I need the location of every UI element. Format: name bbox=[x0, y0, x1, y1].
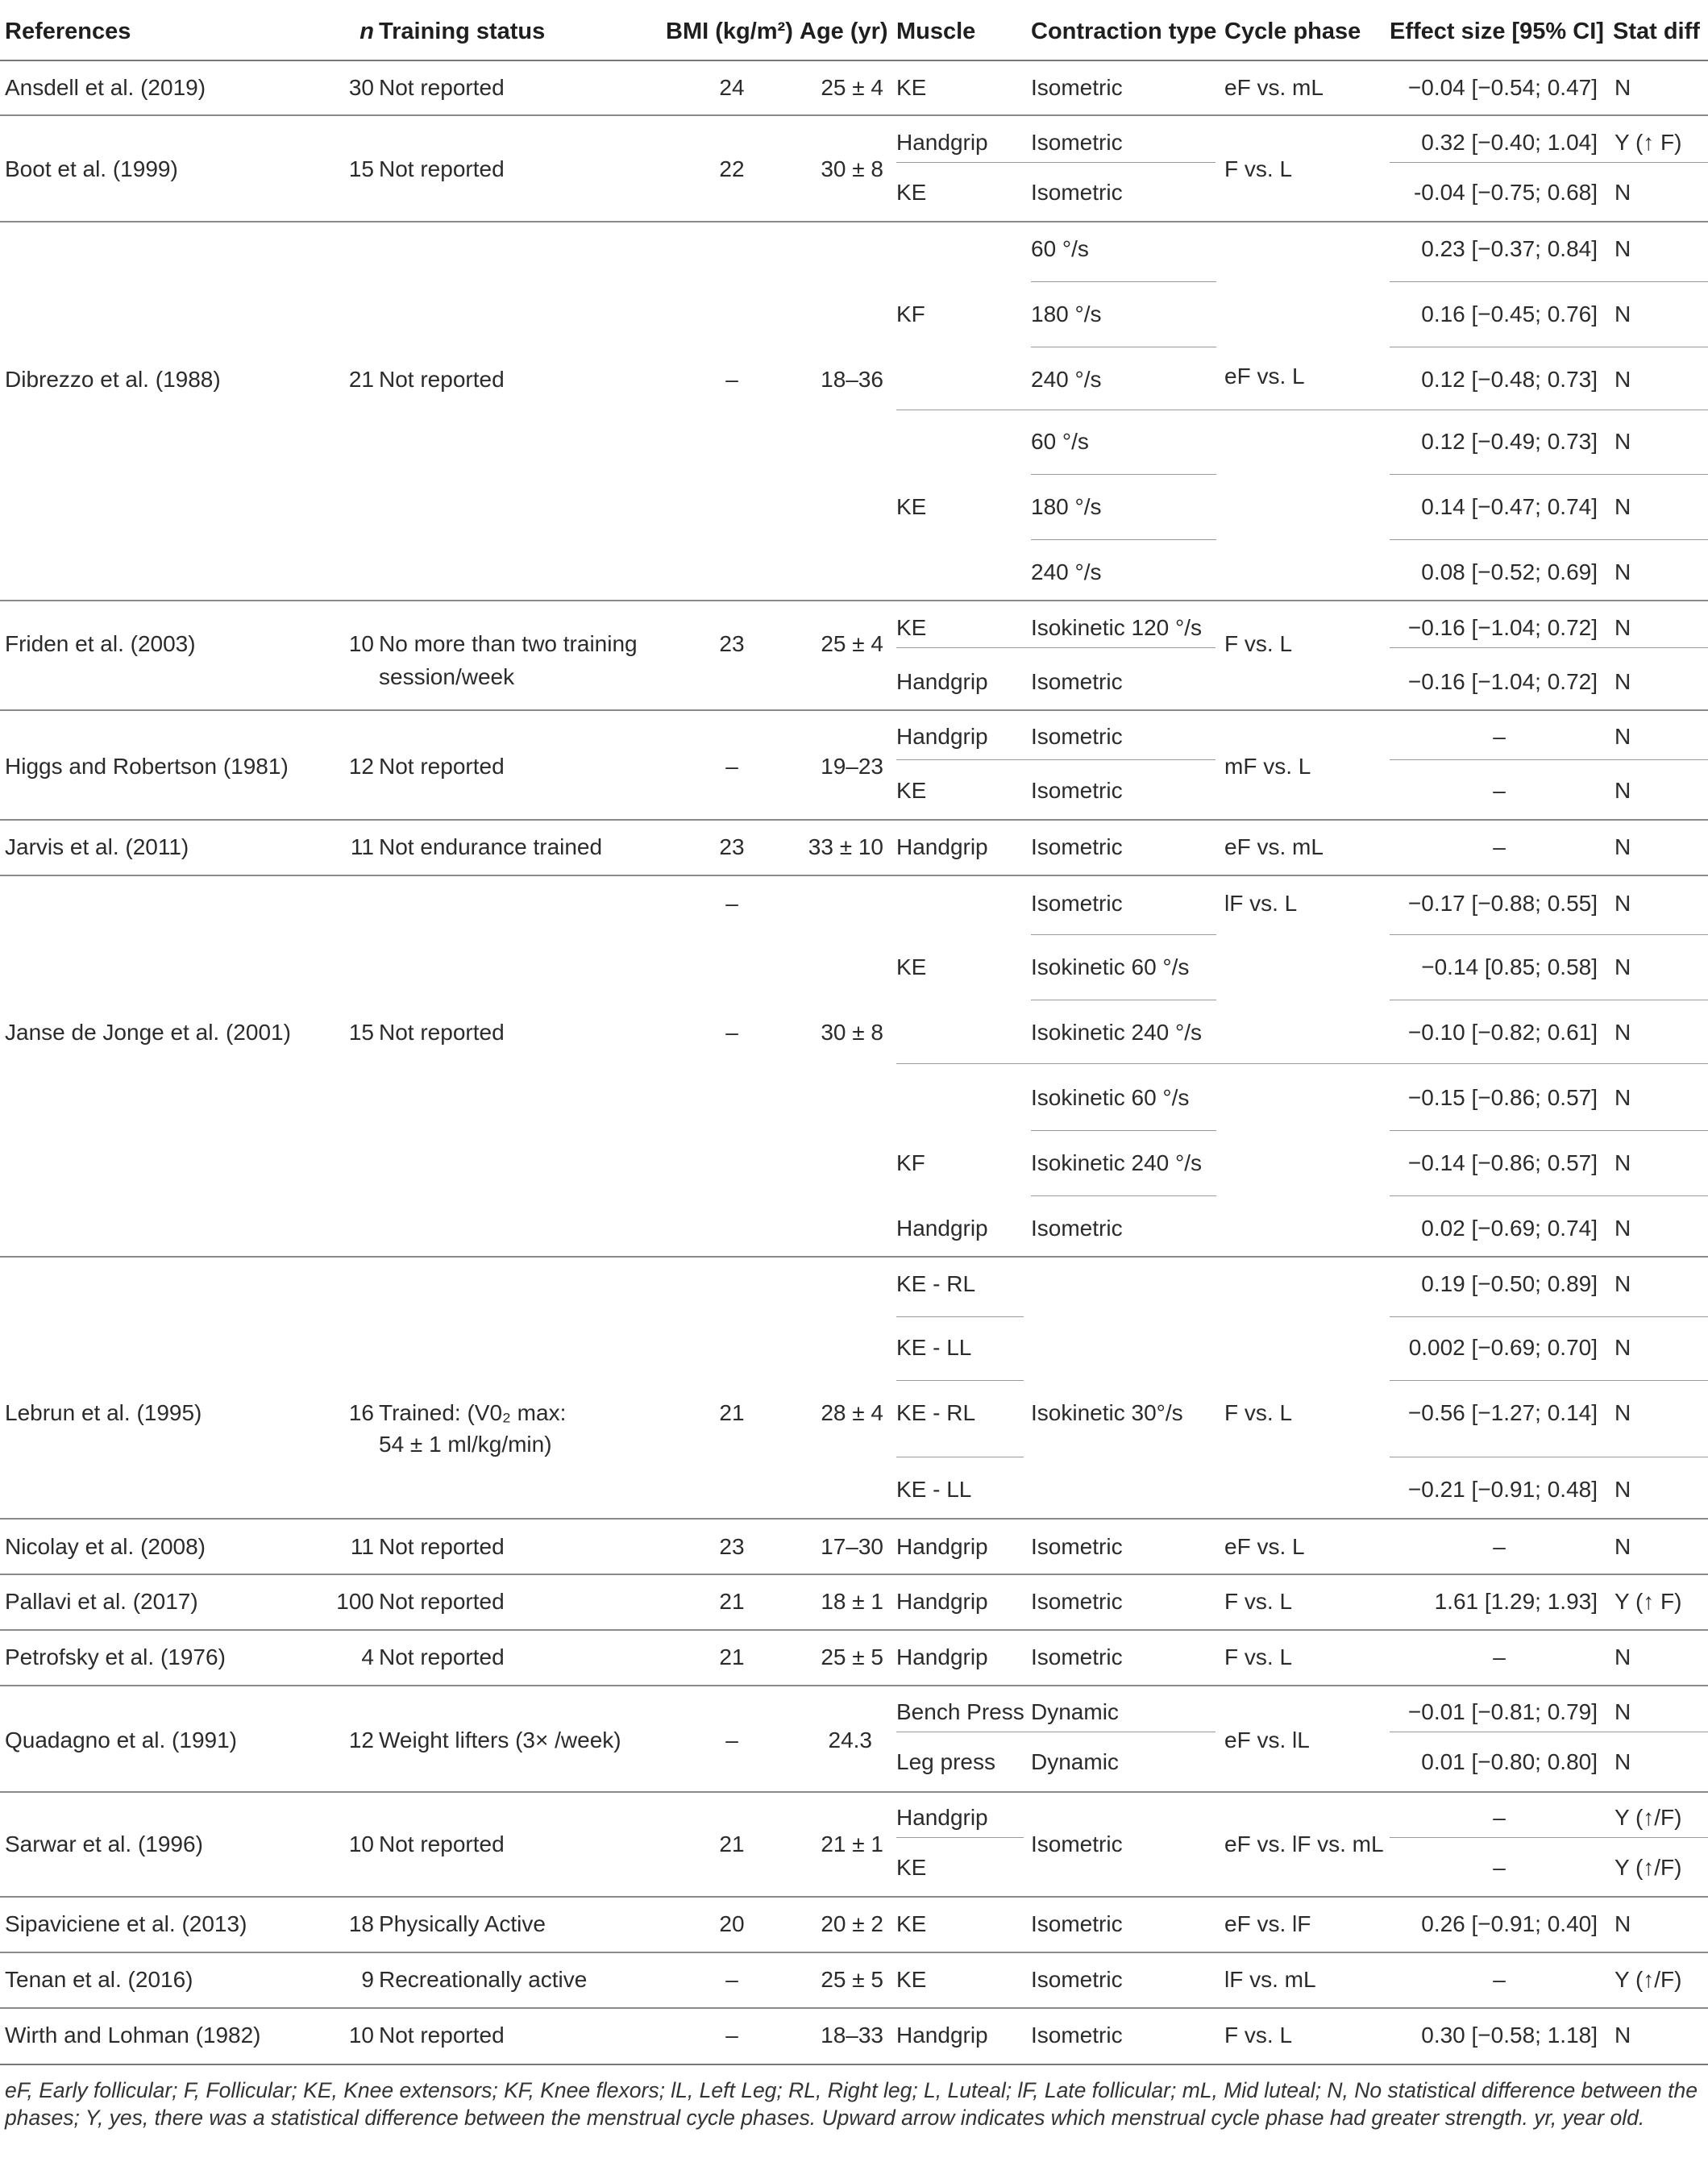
bmi-cell: 23 bbox=[719, 834, 745, 859]
phase-cell: F vs. L bbox=[1224, 156, 1293, 181]
header-training-status: Training status bbox=[379, 19, 546, 44]
contraction-cell: Isokinetic 60 °/s bbox=[1031, 1085, 1190, 1110]
muscle-cell: Handgrip bbox=[896, 834, 988, 859]
row-divider bbox=[0, 114, 1708, 116]
header-age: Age (yr) bbox=[800, 19, 888, 44]
age-cell: 18 ± 1 bbox=[821, 1589, 883, 1614]
age-cell: 18–33 bbox=[821, 2023, 883, 2048]
phase-cell: eF vs. L bbox=[1224, 1534, 1305, 1559]
training-cell: Not reported bbox=[379, 1534, 505, 1559]
sub-divider bbox=[1390, 281, 1708, 282]
muscle-cell: Handgrip bbox=[896, 2023, 988, 2048]
effect-cell: – bbox=[1493, 1967, 1506, 1992]
ref-cell: Pallavi et al. (2017) bbox=[5, 1589, 198, 1614]
age-cell: 25 ± 4 bbox=[821, 631, 883, 656]
table-bottom-rule bbox=[0, 2064, 1708, 2065]
row-divider bbox=[0, 1952, 1708, 1953]
sub-divider bbox=[896, 162, 1216, 163]
header-muscle: Muscle bbox=[896, 19, 976, 44]
effect-cell: – bbox=[1493, 778, 1506, 803]
age-cell: 19–23 bbox=[821, 754, 883, 779]
effect-cell: 0.02 [−0.69; 0.74] bbox=[1421, 1216, 1598, 1241]
row-divider bbox=[0, 2007, 1708, 2009]
training-cell: Not reported bbox=[379, 156, 505, 181]
training-cell: Not reported bbox=[379, 2023, 505, 2048]
sub-divider bbox=[896, 1837, 1024, 1838]
muscle-cell: Handgrip bbox=[896, 1534, 988, 1559]
bmi-cell: 21 bbox=[719, 1644, 745, 1669]
ref-cell: Quadagno et al. (1991) bbox=[5, 1728, 237, 1752]
contraction-cell: Isometric bbox=[1031, 669, 1123, 694]
sub-divider bbox=[896, 647, 1216, 648]
contraction-cell: Isometric bbox=[1031, 1967, 1123, 1992]
stat-cell: N bbox=[1614, 301, 1631, 326]
effect-cell: – bbox=[1493, 724, 1506, 749]
effect-cell: −0.04 [−0.54; 0.47] bbox=[1407, 75, 1598, 100]
sub-divider bbox=[896, 1316, 1024, 1317]
ref-cell: Nicolay et al. (2008) bbox=[5, 1534, 206, 1559]
effect-cell: 0.23 [−0.37; 0.84] bbox=[1421, 236, 1598, 261]
effect-cell: −0.17 [−0.88; 0.55] bbox=[1407, 891, 1598, 916]
stat-cell: N bbox=[1614, 236, 1631, 261]
effect-cell: 0.16 [−0.45; 0.76] bbox=[1421, 301, 1598, 326]
bmi-cell: – bbox=[725, 754, 738, 779]
stat-cell: Y (↑ F) bbox=[1614, 130, 1682, 155]
contraction-cell: Isometric bbox=[1031, 180, 1123, 205]
training-cell: session/week bbox=[379, 664, 515, 689]
muscle-cell: Handgrip bbox=[896, 724, 988, 749]
sub-divider bbox=[1031, 539, 1216, 540]
contraction-cell: Isometric bbox=[1031, 1216, 1123, 1241]
stat-cell: N bbox=[1614, 954, 1631, 979]
contraction-cell: 180 °/s bbox=[1031, 301, 1102, 326]
n-cell: 9 bbox=[361, 1967, 374, 1992]
effect-cell: 0.01 [−0.80; 0.80] bbox=[1421, 1749, 1598, 1774]
contraction-cell: Isokinetic 240 °/s bbox=[1031, 1020, 1202, 1045]
stat-cell: N bbox=[1614, 429, 1631, 454]
training-cell: Not reported bbox=[379, 754, 505, 779]
stat-cell: N bbox=[1614, 367, 1631, 392]
row-divider bbox=[0, 709, 1708, 711]
stat-cell: Y (↑/F) bbox=[1614, 1967, 1682, 1992]
contraction-cell: Isometric bbox=[1031, 1911, 1123, 1936]
contraction-cell: 60 °/s bbox=[1031, 429, 1089, 454]
stat-cell: N bbox=[1614, 1534, 1631, 1559]
age-cell: 21 ± 1 bbox=[821, 1831, 883, 1856]
bmi-cell: 23 bbox=[719, 1534, 745, 1559]
stat-cell: N bbox=[1614, 1477, 1631, 1502]
header-cycle-phase: Cycle phase bbox=[1224, 19, 1361, 44]
contraction-cell: Isometric bbox=[1031, 2023, 1123, 2048]
ref-cell: Boot et al. (1999) bbox=[5, 156, 178, 181]
training-cell: Not endurance trained bbox=[379, 834, 603, 859]
muscle-cell: KE bbox=[896, 75, 927, 100]
stat-cell: N bbox=[1614, 1911, 1631, 1936]
row-divider bbox=[0, 600, 1708, 601]
n-cell: 15 bbox=[348, 1020, 374, 1045]
stat-cell: Y (↑ F) bbox=[1614, 1589, 1682, 1614]
muscle-cell: KE bbox=[896, 954, 927, 979]
header-rule bbox=[0, 60, 1708, 61]
n-cell: 4 bbox=[361, 1644, 374, 1669]
age-cell: 17–30 bbox=[821, 1534, 883, 1559]
ref-cell: Sarwar et al. (1996) bbox=[5, 1831, 203, 1856]
phase-cell: eF vs. mL bbox=[1224, 75, 1324, 100]
row-divider bbox=[0, 819, 1708, 821]
stat-cell: N bbox=[1614, 1216, 1631, 1241]
effect-cell: −0.01 [−0.81; 0.79] bbox=[1407, 1699, 1598, 1724]
sub-divider bbox=[1390, 1316, 1708, 1317]
contraction-cell: Dynamic bbox=[1031, 1749, 1119, 1774]
row-divider bbox=[0, 221, 1708, 222]
effect-cell: −0.16 [−1.04; 0.72] bbox=[1407, 615, 1598, 640]
n-cell: 21 bbox=[348, 367, 374, 392]
contraction-cell: Isometric bbox=[1031, 724, 1123, 749]
phase-cell: eF vs. L bbox=[1224, 364, 1305, 389]
contraction-cell: 60 °/s bbox=[1031, 236, 1089, 261]
effect-cell: – bbox=[1493, 1855, 1506, 1880]
contraction-cell: Isometric bbox=[1031, 1589, 1123, 1614]
header-effect-size: Effect size [95% CI] bbox=[1390, 19, 1604, 44]
n-cell: 16 bbox=[348, 1400, 374, 1425]
sub-divider bbox=[1390, 539, 1708, 540]
contraction-cell: Isometric bbox=[1031, 130, 1123, 155]
stat-cell: N bbox=[1614, 1644, 1631, 1669]
contraction-cell: 240 °/s bbox=[1031, 367, 1102, 392]
stat-cell: N bbox=[1614, 1335, 1631, 1360]
muscle-cell: Handgrip bbox=[896, 130, 988, 155]
phase-cell: lF vs. mL bbox=[1224, 1967, 1316, 1992]
muscle-cell: KE bbox=[896, 1967, 927, 1992]
muscle-cell: Handgrip bbox=[896, 669, 988, 694]
bmi-cell: 22 bbox=[719, 156, 745, 181]
contraction-cell: Isokinetic 30°/s bbox=[1031, 1400, 1183, 1425]
sub-divider bbox=[1390, 474, 1708, 475]
n-cell: 10 bbox=[348, 2023, 374, 2048]
muscle-cell: KE - RL bbox=[896, 1271, 976, 1296]
n-cell: 10 bbox=[348, 1831, 374, 1856]
contraction-cell: Isometric bbox=[1031, 834, 1123, 859]
n-cell: 12 bbox=[348, 754, 374, 779]
n-cell: 12 bbox=[348, 1728, 374, 1752]
muscle-cell: KE bbox=[896, 1911, 927, 1936]
effect-cell: −0.21 [−0.91; 0.48] bbox=[1407, 1477, 1598, 1502]
stat-cell: N bbox=[1614, 1085, 1631, 1110]
age-cell: 33 ± 10 bbox=[808, 834, 883, 859]
bmi-cell: – bbox=[725, 367, 738, 392]
effect-cell: −0.15 [−0.86; 0.57] bbox=[1407, 1085, 1598, 1110]
bmi-cell: – bbox=[725, 1728, 738, 1752]
row-divider bbox=[0, 1256, 1708, 1258]
training-cell: Not reported bbox=[379, 1020, 505, 1045]
contraction-cell: Isometric bbox=[1031, 1534, 1123, 1559]
ref-cell: Petrofsky et al. (1976) bbox=[5, 1644, 226, 1669]
sub-divider bbox=[1390, 1837, 1708, 1838]
contraction-cell: Isometric bbox=[1031, 75, 1123, 100]
training-cell: Trained: (V0₂ max: bbox=[379, 1400, 567, 1425]
header-bmi: BMI (kg/m²) bbox=[666, 19, 793, 44]
age-cell: 25 ± 5 bbox=[821, 1644, 883, 1669]
muscle-cell: Handgrip bbox=[896, 1644, 988, 1669]
bmi-cell: 24 bbox=[719, 75, 745, 100]
sub-divider bbox=[1390, 1195, 1708, 1196]
training-cell: Physically Active bbox=[379, 1911, 546, 1936]
sub-divider bbox=[896, 1380, 1024, 1381]
sub-divider bbox=[1031, 474, 1216, 475]
header-n: n bbox=[359, 19, 374, 44]
sub-divider bbox=[1031, 934, 1216, 935]
effect-cell: −0.16 [−1.04; 0.72] bbox=[1407, 669, 1598, 694]
muscle-cell: Handgrip bbox=[896, 1805, 988, 1830]
effect-cell: – bbox=[1493, 1644, 1506, 1669]
effect-cell: −0.14 [−0.86; 0.57] bbox=[1407, 1150, 1598, 1175]
age-cell: 25 ± 4 bbox=[821, 75, 883, 100]
stat-cell: N bbox=[1614, 615, 1631, 640]
stat-cell: N bbox=[1614, 1699, 1631, 1724]
n-cell: 11 bbox=[350, 834, 374, 859]
training-cell: Not reported bbox=[379, 1589, 505, 1614]
effect-cell: 0.12 [−0.48; 0.73] bbox=[1421, 367, 1598, 392]
stat-cell: N bbox=[1614, 891, 1631, 916]
bmi-cell: 21 bbox=[719, 1400, 745, 1425]
stat-cell: Y (↑/F) bbox=[1614, 1805, 1682, 1830]
stat-cell: N bbox=[1614, 1271, 1631, 1296]
row-divider bbox=[0, 875, 1708, 876]
sub-divider bbox=[896, 759, 1216, 760]
row-divider bbox=[0, 1791, 1708, 1793]
ref-cell: Dibrezzo et al. (1988) bbox=[5, 367, 221, 392]
ref-cell: Wirth and Lohman (1982) bbox=[5, 2023, 261, 2048]
ref-cell: Higgs and Robertson (1981) bbox=[5, 754, 289, 779]
stat-cell: N bbox=[1614, 559, 1631, 584]
header-contraction-type: Contraction type bbox=[1031, 19, 1217, 44]
sub-divider bbox=[1390, 162, 1708, 163]
effect-cell: 0.08 [−0.52; 0.69] bbox=[1421, 559, 1598, 584]
muscle-cell: KE bbox=[896, 615, 927, 640]
muscle-cell: KF bbox=[896, 301, 925, 326]
phase-cell: eF vs. lL bbox=[1224, 1728, 1310, 1752]
age-cell: 28 ± 4 bbox=[821, 1400, 883, 1425]
stat-cell: N bbox=[1614, 778, 1631, 803]
muscle-cell: Handgrip bbox=[896, 1589, 988, 1614]
muscle-cell: Bench Press bbox=[896, 1699, 1024, 1724]
phase-cell: F vs. L bbox=[1224, 1589, 1293, 1614]
phase-cell: F vs. L bbox=[1224, 631, 1293, 656]
training-cell: Not reported bbox=[379, 1831, 505, 1856]
training-cell: Not reported bbox=[379, 367, 505, 392]
contraction-cell: Isokinetic 60 °/s bbox=[1031, 954, 1190, 979]
effect-cell: 0.14 [−0.47; 0.74] bbox=[1421, 494, 1598, 519]
row-divider bbox=[0, 1896, 1708, 1898]
row-divider bbox=[0, 1518, 1708, 1520]
ref-cell: Friden et al. (2003) bbox=[5, 631, 196, 656]
stat-cell: N bbox=[1614, 1749, 1631, 1774]
age-cell: 20 ± 2 bbox=[821, 1911, 883, 1936]
phase-cell: eF vs. mL bbox=[1224, 834, 1324, 859]
contraction-cell: Isometric bbox=[1031, 891, 1123, 916]
age-cell: 30 ± 8 bbox=[821, 1020, 883, 1045]
muscle-cell: KF bbox=[896, 1150, 925, 1175]
effect-cell: 0.30 [−0.58; 1.18] bbox=[1421, 2023, 1598, 2048]
phase-cell: mF vs. L bbox=[1224, 754, 1311, 779]
bmi-cell: 20 bbox=[719, 1911, 745, 1936]
muscle-cell: KE bbox=[896, 494, 927, 519]
ref-cell: Sipaviciene et al. (2013) bbox=[5, 1911, 247, 1936]
stat-cell: N bbox=[1614, 75, 1631, 100]
n-cell: 30 bbox=[348, 75, 374, 100]
effect-cell: 1.61 [1.29; 1.93] bbox=[1434, 1589, 1598, 1614]
muscle-cell: Leg press bbox=[896, 1749, 995, 1774]
muscle-cell: KE bbox=[896, 180, 927, 205]
n-cell: 11 bbox=[350, 1534, 374, 1559]
sub-divider bbox=[1031, 1195, 1216, 1196]
training-cell: No more than two training bbox=[379, 631, 638, 656]
age-cell: 30 ± 8 bbox=[821, 156, 883, 181]
row-divider bbox=[0, 1685, 1708, 1686]
phase-cell: eF vs. lF bbox=[1224, 1911, 1311, 1936]
phase-cell: F vs. L bbox=[1224, 2023, 1293, 2048]
bmi-cell: – bbox=[725, 1967, 738, 1992]
ref-cell: Lebrun et al. (1995) bbox=[5, 1400, 202, 1425]
stat-cell: Y (↑/F) bbox=[1614, 1855, 1682, 1880]
training-cell: Not reported bbox=[379, 1644, 505, 1669]
training-cell: Weight lifters (3× /week) bbox=[379, 1728, 621, 1752]
contraction-cell: 180 °/s bbox=[1031, 494, 1102, 519]
effect-cell: 0.26 [−0.91; 0.40] bbox=[1421, 1911, 1598, 1936]
header-stat-diff: Stat diff bbox=[1613, 19, 1700, 44]
n-cell: 15 bbox=[348, 156, 374, 181]
bmi-cell: – bbox=[725, 1020, 738, 1045]
n-cell: 10 bbox=[348, 631, 374, 656]
sub-divider bbox=[1390, 759, 1708, 760]
stat-cell: N bbox=[1614, 1150, 1631, 1175]
bmi-cell: – bbox=[725, 2023, 738, 2048]
stat-cell: N bbox=[1614, 180, 1631, 205]
sub-divider bbox=[896, 1063, 1708, 1064]
bmi-cell: 21 bbox=[719, 1831, 745, 1856]
stat-cell: N bbox=[1614, 669, 1631, 694]
effect-cell: 0.12 [−0.49; 0.73] bbox=[1421, 429, 1598, 454]
muscle-cell: KE - LL bbox=[896, 1477, 972, 1502]
header-references: References bbox=[5, 19, 131, 44]
training-cell: 54 ± 1 ml/kg/min) bbox=[379, 1432, 552, 1457]
contraction-cell: Dynamic bbox=[1031, 1699, 1119, 1724]
sub-divider bbox=[1031, 281, 1216, 282]
sub-divider bbox=[1031, 1130, 1216, 1131]
phase-cell: F vs. L bbox=[1224, 1644, 1293, 1669]
effect-cell: −0.10 [−0.82; 0.61] bbox=[1407, 1020, 1598, 1045]
contraction-cell: Isometric bbox=[1031, 1831, 1123, 1856]
contraction-cell: Isokinetic 240 °/s bbox=[1031, 1150, 1202, 1175]
effect-cell: – bbox=[1493, 834, 1506, 859]
effect-cell: −0.14 [0.85; 0.58] bbox=[1421, 954, 1598, 979]
age-cell: 18–36 bbox=[821, 367, 883, 392]
stat-cell: N bbox=[1614, 1020, 1631, 1045]
age-cell: 25 ± 5 bbox=[821, 1967, 883, 1992]
phase-cell: F vs. L bbox=[1224, 1400, 1293, 1425]
ref-cell: Jarvis et al. (2011) bbox=[5, 834, 189, 859]
table-footnote: eF, Early follicular; F, Follicular; KE, Knee extensors; KF, Knee flexors; lL, Left Leg; RL, Right leg; L, Luteal; lF, Late follicular; mL, Mid luteal; N, No statistical difference between the phases; Y, yes, there was a statistical difference between the menstrual cycle phases. Upward arrow indicates which menstrual cycle phase had greater strength. yr, year old. bbox=[5, 2078, 1698, 2130]
contraction-cell: Isokinetic 120 °/s bbox=[1031, 615, 1202, 640]
n-cell: 18 bbox=[348, 1911, 374, 1936]
phase-cell: eF vs. lF vs. mL bbox=[1224, 1831, 1384, 1856]
muscle-cell: KE - RL bbox=[896, 1400, 976, 1425]
age-cell: 24.3 bbox=[828, 1728, 872, 1752]
contraction-cell: Isometric bbox=[1031, 778, 1123, 803]
effect-cell: 0.002 [−0.69; 0.70] bbox=[1408, 1335, 1598, 1360]
effect-cell: 0.32 [−0.40; 1.04] bbox=[1421, 130, 1598, 155]
contraction-cell: 240 °/s bbox=[1031, 559, 1102, 584]
row-divider bbox=[0, 1574, 1708, 1575]
effect-cell: -0.04 [−0.75; 0.68] bbox=[1413, 180, 1598, 205]
bmi-cell: – bbox=[725, 891, 738, 916]
effect-cell: 0.19 [−0.50; 0.89] bbox=[1421, 1271, 1598, 1296]
muscle-cell: KE bbox=[896, 1855, 927, 1880]
row-divider bbox=[0, 1629, 1708, 1631]
sub-divider bbox=[1390, 1380, 1708, 1381]
contraction-cell: Isometric bbox=[1031, 1644, 1123, 1669]
ref-cell: Ansdell et al. (2019) bbox=[5, 75, 206, 100]
n-cell: 100 bbox=[336, 1589, 374, 1614]
phase-cell: lF vs. L bbox=[1224, 891, 1298, 916]
sub-divider bbox=[1390, 1130, 1708, 1131]
training-cell: Not reported bbox=[379, 75, 505, 100]
ref-cell: Tenan et al. (2016) bbox=[5, 1967, 193, 1992]
training-cell: Recreationally active bbox=[379, 1967, 588, 1992]
effect-cell: – bbox=[1493, 1534, 1506, 1559]
sub-divider bbox=[1390, 934, 1708, 935]
stat-cell: N bbox=[1614, 834, 1631, 859]
stat-cell: N bbox=[1614, 1400, 1631, 1425]
sub-divider bbox=[1390, 647, 1708, 648]
muscle-cell: KE - LL bbox=[896, 1335, 972, 1360]
bmi-cell: 21 bbox=[719, 1589, 745, 1614]
ref-cell: Janse de Jonge et al. (2001) bbox=[5, 1020, 291, 1045]
stat-cell: N bbox=[1614, 724, 1631, 749]
bmi-cell: 23 bbox=[719, 631, 745, 656]
stat-cell: N bbox=[1614, 2023, 1631, 2048]
effect-cell: – bbox=[1493, 1805, 1506, 1830]
muscle-cell: KE bbox=[896, 778, 927, 803]
stat-cell: N bbox=[1614, 494, 1631, 519]
effect-cell: −0.56 [−1.27; 0.14] bbox=[1407, 1400, 1598, 1425]
muscle-cell: Handgrip bbox=[896, 1216, 988, 1241]
